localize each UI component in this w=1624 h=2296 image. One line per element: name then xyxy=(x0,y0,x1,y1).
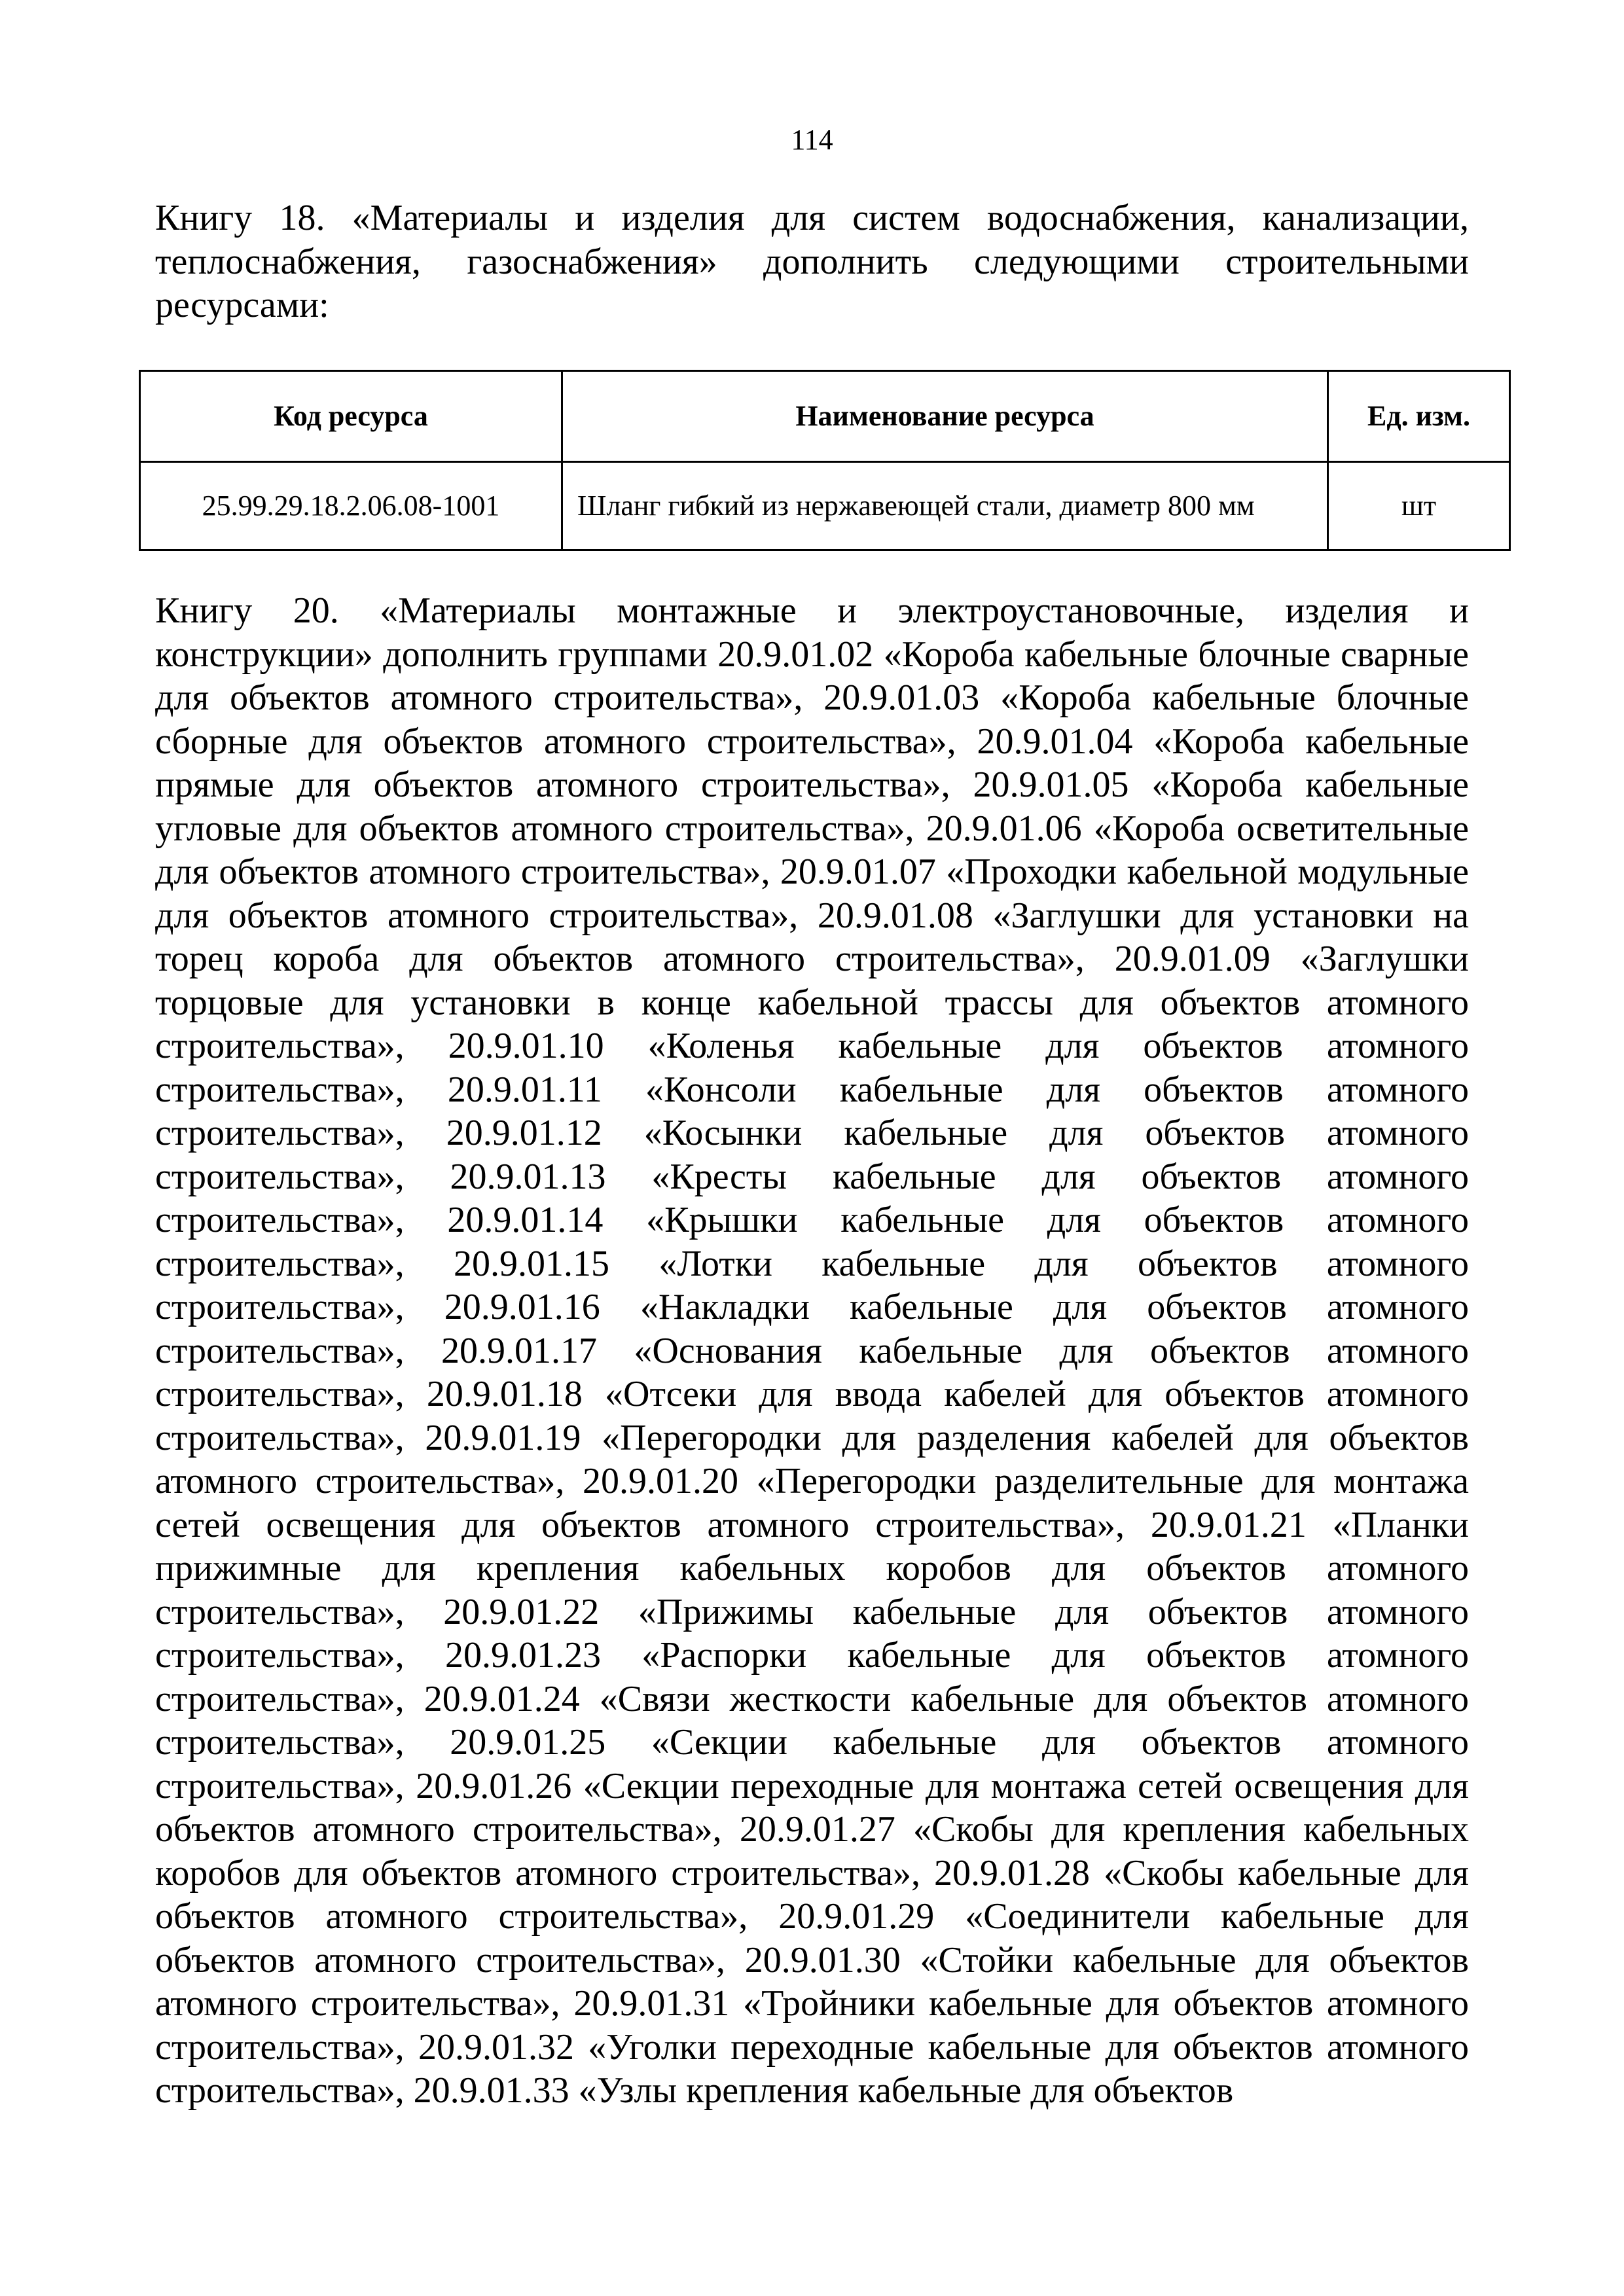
table-row xyxy=(140,462,1510,550)
page-number: 114 xyxy=(791,124,833,156)
resource-table-header-row xyxy=(140,371,1510,462)
header-resource-code: Код ресурса xyxy=(140,371,562,462)
resource-table xyxy=(139,370,1511,551)
book-18-intro: Книгу 18. «Материалы и изделия для систем водоснабжения, канализации, теплоснабжения, газоснабжения» дополнить следующими строительными ресурсами: xyxy=(155,198,1469,325)
resource-name-cell: Шланг гибкий из нержавеющей стали, диаметр 800 мм xyxy=(562,462,1328,550)
resource-table-header xyxy=(140,371,1510,462)
resource-code-cell: 25.99.29.18.2.06.08-1001 xyxy=(140,462,562,550)
book-20-paragraph: Книгу 20. «Материалы монтажные и электроустановочные, изделия и конструкции» дополнить группами 20.9.01.02 «Короба кабельные блочные сварные для объектов атомного строительства», 20.9.01.03 «Короба кабельные блочные сборные для объектов атомного строительства», 20.9.01.04 «Короба кабельные прямые для объектов атомного строительства», 20.9.01.05 «Короба кабельные угловые для объектов атомного строительства», 20.9.01.06 «Короба осветительные для объектов атомного строительства», 20.9.01.07 «Проходки кабельной модульные для объектов атомного строительства», 20.9.01.08 «Заглушки для установки на торец короба для объектов атомного строительства», 20.9.01.09 «Заглушки торцовые для установки в конце кабельной трассы для объектов атомного строительства», 20.9.01.10 «Коленья кабельные для объектов атомного строительства», 20.9.01.11 «Консоли кабельные для объектов атомного строительства», 20.9.01.12 «Косынки кабельные для объектов атомного строительства», 20.9.01.13 «Кресты кабельные для объектов атомного строительства», 20.9.01.14 «Крышки кабельные для объектов атомного строительства», 20.9.01.15 «Лотки кабельные для объектов атомного строительства», 20.9.01.16 «Накладки кабельные для объектов атомного строительства», 20.9.01.17 «Основания кабельные для объектов атомного строительства», 20.9.01.18 «Отсеки для ввода кабелей для объектов атомного строительства», 20.9.01.19 «Перегородки для разделения кабелей для объектов атомного строительства», 20.9.01.20 «Перегородки разделительные для монтажа сетей освещения для объектов атомного строительства», 20.9.01.21 «Планки прижимные для крепления кабельных коробов для объектов атомного строительства», 20.9.01.22 «Прижимы кабельные для объектов атомного строительства», 20.9.01.23 «Распорки кабельные для объектов атомного строительства», 20.9.01.24 «Связи жесткости кабельные для объектов атомного строительства», 20.9.01.25 «Секции кабельные для объектов атомного строительства», 20.9.01.26 «Секции переходные для монтажа сетей освещения для объектов атомного строительства», 20.9.01.27 «Скобы для крепления кабельных коробов для объектов атомного строительства», 20.9.01.28 «Скобы кабельные для объектов атомного строительства», 20.9.01.29 «Соединители кабельные для объектов атомного строительства», 20.9.01.30 «Стойки кабельные для объектов атомного строительства», 20.9.01.31 «Тройники кабельные для объектов атомного строительства», 20.9.01.32 «Уголки переходные кабельные для объектов атомного строительства», 20.9.01.33 «Узлы крепления кабельные для объектов xyxy=(155,590,1469,2111)
header-resource-name: Наименование ресурса xyxy=(562,371,1328,462)
unit-cell: шт xyxy=(1328,462,1510,550)
header-unit: Ед. изм. xyxy=(1328,371,1510,462)
